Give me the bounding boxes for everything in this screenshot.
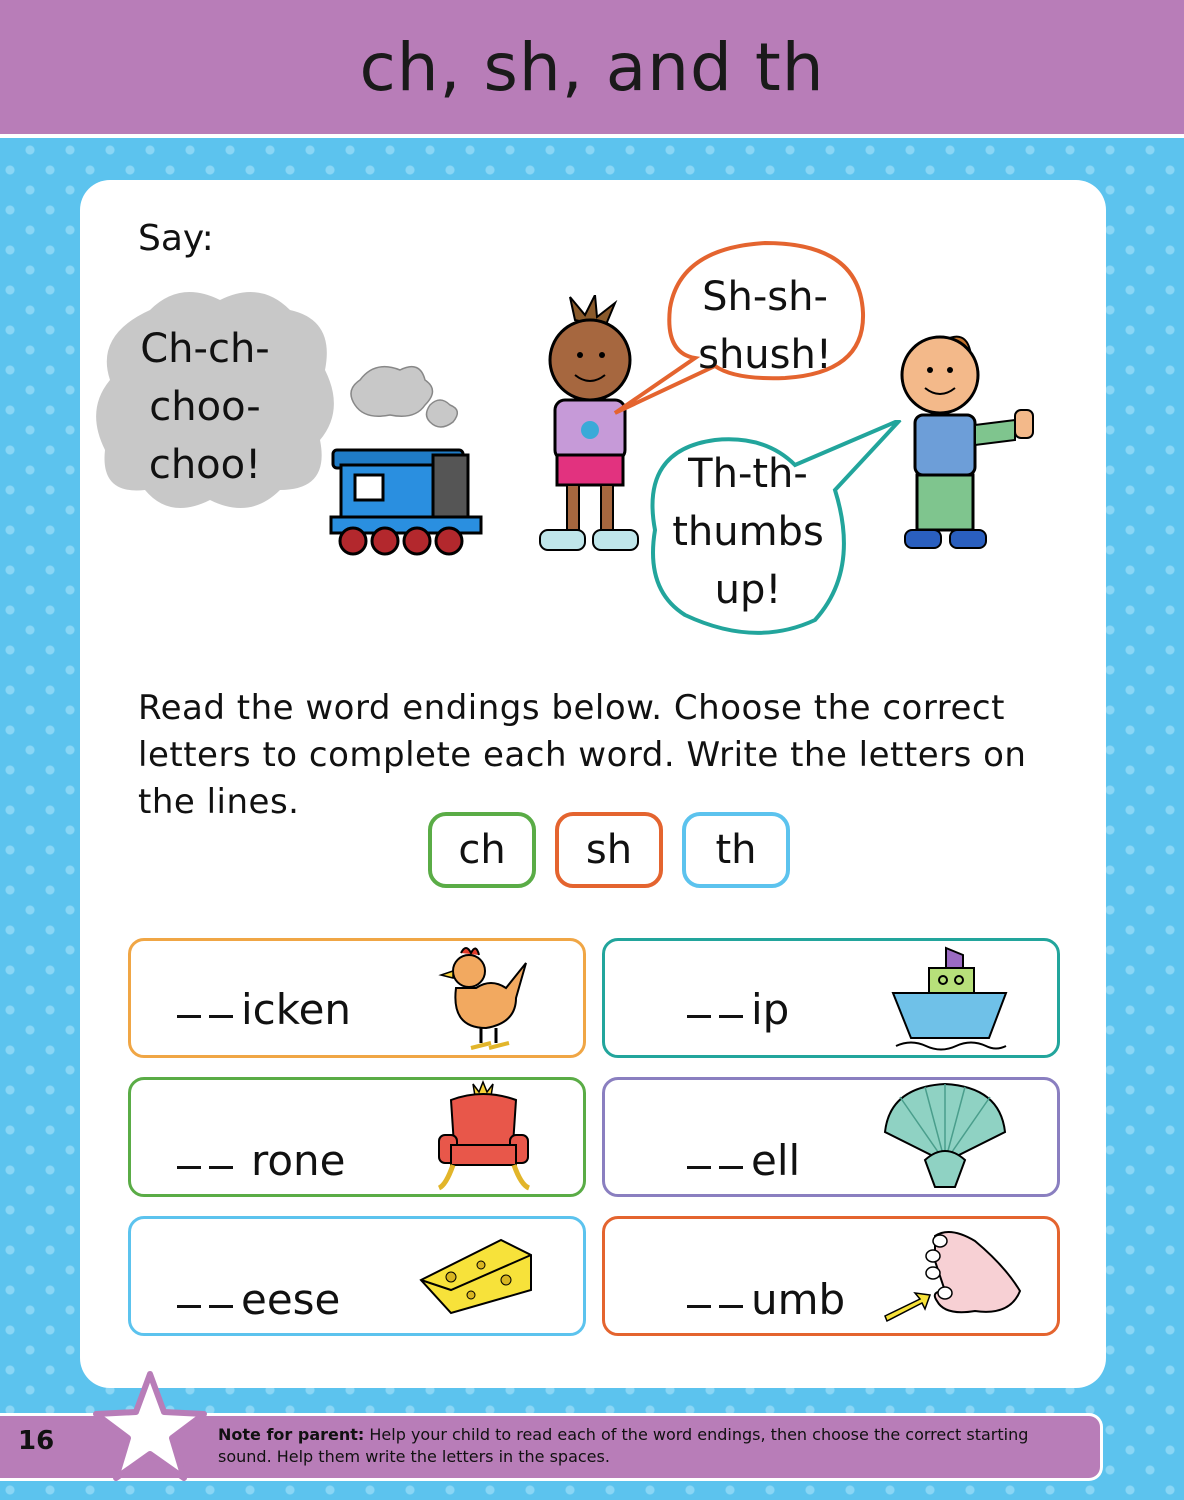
word-ending: ell xyxy=(751,1136,801,1185)
throne-icon xyxy=(431,1080,536,1194)
word-ending-line xyxy=(687,1136,800,1185)
page-header xyxy=(0,0,1184,138)
parent-note-text: Help your child to read each of the word endings, then choose the correct starting sound. Help them write the letters in the spaces. xyxy=(218,1425,1029,1466)
thumb-icon xyxy=(875,1221,1025,1331)
word-card-ship[interactable] xyxy=(602,938,1060,1058)
choice-th xyxy=(682,812,790,888)
train-icon xyxy=(323,445,498,560)
say-label: Say: xyxy=(138,218,214,259)
word-ending-line xyxy=(177,985,351,1034)
word-ending: umb xyxy=(751,1275,846,1324)
choice-th-label: th xyxy=(715,827,757,873)
cloud-speech: Ch-ch- choo- choo! xyxy=(140,326,270,488)
word-card-cheese[interactable] xyxy=(128,1216,586,1336)
choice-sh-label: sh xyxy=(585,827,633,873)
chicken-icon xyxy=(431,943,531,1055)
word-ending: eese xyxy=(241,1275,341,1324)
word-ending-line xyxy=(177,1136,346,1185)
choice-ch-label: ch xyxy=(458,827,506,873)
girl-speech: Sh-sh- shush! xyxy=(698,274,832,378)
word-card-chicken[interactable] xyxy=(128,938,586,1058)
parent-note-label: Note for parent: xyxy=(218,1425,365,1444)
word-card-thumb[interactable] xyxy=(602,1216,1060,1336)
ship-icon xyxy=(891,943,1009,1055)
page-title: ch, sh, and th xyxy=(359,28,825,106)
parent-note xyxy=(218,1424,1078,1468)
word-ending-line xyxy=(177,1275,340,1324)
word-ending-line xyxy=(687,985,789,1034)
cheese-icon xyxy=(416,1235,536,1315)
word-ending-line xyxy=(687,1275,845,1324)
star-icon xyxy=(92,1370,208,1486)
word-ending: ip xyxy=(751,985,790,1034)
boy-icon xyxy=(895,330,1040,560)
boy-speech: Th-th- thumbs up! xyxy=(672,451,824,613)
instructions-text: Read the word endings below. Choose the correct letters to complete each word. Write the letters on the lines. xyxy=(138,688,1027,822)
choice-sh xyxy=(555,812,663,888)
worksheet-panel xyxy=(80,180,1106,1388)
shell-icon xyxy=(880,1082,1010,1190)
page-number: 16 xyxy=(18,1426,55,1456)
smoke-puff-icon xyxy=(345,360,465,440)
word-card-throne[interactable] xyxy=(128,1077,586,1197)
word-ending: rone xyxy=(251,1136,346,1185)
word-card-shell[interactable] xyxy=(602,1077,1060,1197)
word-ending: icken xyxy=(241,985,352,1034)
choice-ch xyxy=(428,812,536,888)
